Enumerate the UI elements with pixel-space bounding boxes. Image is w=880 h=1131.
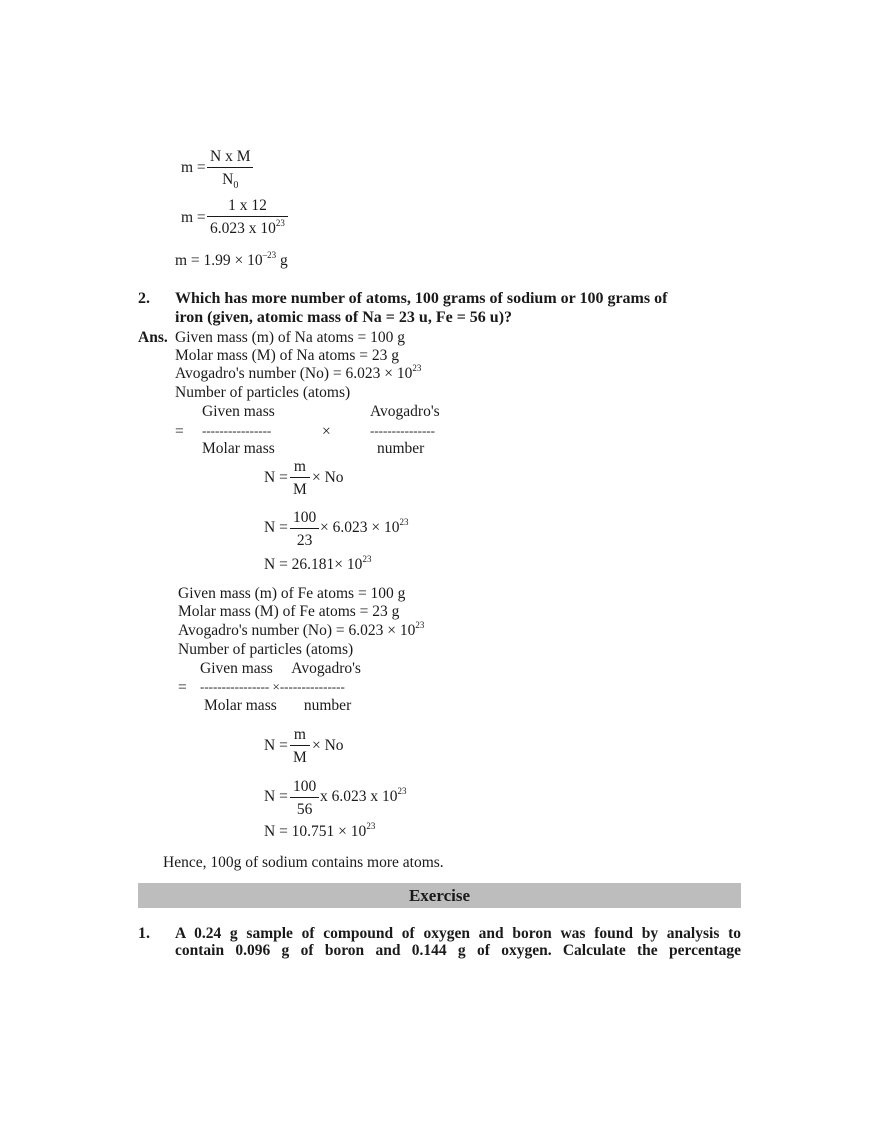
fe-avogadro xyxy=(178,619,425,639)
exponent: 23 xyxy=(366,820,376,831)
fraction-100-over-23 xyxy=(290,509,319,549)
answer-label: Ans. xyxy=(138,329,168,346)
fraction-denominator xyxy=(207,217,288,237)
fe-word-equals: = xyxy=(178,679,187,696)
fraction-numerator: 100 xyxy=(290,509,319,529)
result-unit: g xyxy=(280,252,288,269)
times-value: x 6.023 x 10 xyxy=(320,788,398,805)
exponent: 23 xyxy=(412,362,422,373)
fraction-numerator: 1 x 12 xyxy=(207,197,288,217)
na-molar-mass: Molar mass (M) of Na atoms = 23 g xyxy=(175,347,399,364)
fraction-numerator: m xyxy=(290,458,310,478)
result-exponent: –23 xyxy=(262,249,277,260)
den-text: N xyxy=(222,171,234,189)
n-equals: N = xyxy=(264,469,288,486)
avogadro-text: Avogadro's number (No) = 6.023 × 10 xyxy=(175,365,413,382)
fe-number-particles: Number of particles (atoms) xyxy=(178,641,354,658)
exponent: 23 xyxy=(399,516,409,527)
fraction-denominator: M xyxy=(293,481,307,499)
exercise-q1-line-1: A 0.24 g sample of compound of oxygen and boron was found by analysis to xyxy=(175,925,741,942)
na-result xyxy=(264,553,372,573)
word-dash-right: --------------- xyxy=(370,423,435,438)
word-avogadros: Avogadro's xyxy=(370,403,440,420)
times-value: × 6.023 × 10 xyxy=(320,519,400,536)
word-times: × xyxy=(322,423,331,440)
question-line-1: Which has more number of atoms, 100 grams of sodium or 100 grams of xyxy=(175,290,668,307)
fraction-denominator: 56 xyxy=(296,801,313,819)
fe-word-middle: ---------------- ×--------------- xyxy=(200,679,345,694)
mass-result xyxy=(175,249,288,269)
result-text: N = 10.751 × 10 xyxy=(264,823,367,840)
fraction-denominator: M xyxy=(293,749,307,767)
question-line-2: iron (given, atomic mass of Na = 23 u, Fe = 56 u)? xyxy=(175,309,513,326)
den-subscript: 0 xyxy=(233,180,239,192)
word-equals: = xyxy=(175,423,184,440)
exercise-q1-line-2: contain 0.096 g of boron and 0.144 g of oxygen. Calculate the percentage xyxy=(175,942,741,959)
fraction-1x12-over-avogadro xyxy=(207,197,288,237)
exponent: 23 xyxy=(362,553,372,564)
fraction-100-over-56 xyxy=(290,778,319,818)
exponent: 23 xyxy=(415,619,425,630)
den-text: 6.023 x 10 xyxy=(210,220,276,238)
fraction-denominator: 23 xyxy=(296,532,313,550)
times-avogadro-2 xyxy=(320,785,407,805)
den-exponent: 23 xyxy=(275,217,285,228)
fraction-m-over-M-2 xyxy=(290,726,310,766)
na-avogadro xyxy=(175,362,422,382)
fraction-numerator: N x M xyxy=(207,148,253,168)
word-number: number xyxy=(377,440,425,457)
fraction-m-over-M xyxy=(290,458,310,498)
n-equals-3: N = xyxy=(264,737,288,754)
word-dash-left: ---------------- xyxy=(202,423,272,438)
fe-result xyxy=(264,820,376,840)
fraction-numerator: m xyxy=(290,726,310,746)
fe-word-bottom: Molar mass number xyxy=(204,697,352,714)
exercise-q1-number: 1. xyxy=(138,925,150,942)
word-molar-mass: Molar mass xyxy=(202,440,275,457)
n-equals-2: N = xyxy=(264,519,288,536)
times-no-2: × No xyxy=(312,737,344,754)
fe-given-mass: Given mass (m) of Fe atoms = 100 g xyxy=(178,585,406,602)
result-text: N = 26.181× 10 xyxy=(264,556,363,573)
fraction-n-m-over-n0 xyxy=(207,148,253,192)
times-avogadro xyxy=(320,516,409,536)
fe-word-top: Given mass Avogadro's xyxy=(200,660,361,677)
word-given-mass: Given mass xyxy=(202,403,275,420)
m-equals-label: m = xyxy=(181,159,206,176)
na-number-particles: Number of particles (atoms) xyxy=(175,384,351,401)
result-text: m = 1.99 × 10 xyxy=(175,252,263,269)
fe-molar-mass: Molar mass (M) of Fe atoms = 23 g xyxy=(178,603,400,620)
na-given-mass: Given mass (m) of Na atoms = 100 g xyxy=(175,329,406,346)
n-equals-4: N = xyxy=(264,788,288,805)
avogadro-text: Avogadro's number (No) = 6.023 × 10 xyxy=(178,622,416,639)
fraction-denominator xyxy=(207,168,253,192)
m-equals-label-2: m = xyxy=(181,209,206,226)
question-number: 2. xyxy=(138,290,150,307)
times-no: × No xyxy=(312,469,344,486)
fraction-numerator: 100 xyxy=(290,778,319,798)
exponent: 23 xyxy=(397,785,407,796)
conclusion: Hence, 100g of sodium contains more atoms. xyxy=(163,854,444,871)
exercise-heading: Exercise xyxy=(138,883,741,908)
